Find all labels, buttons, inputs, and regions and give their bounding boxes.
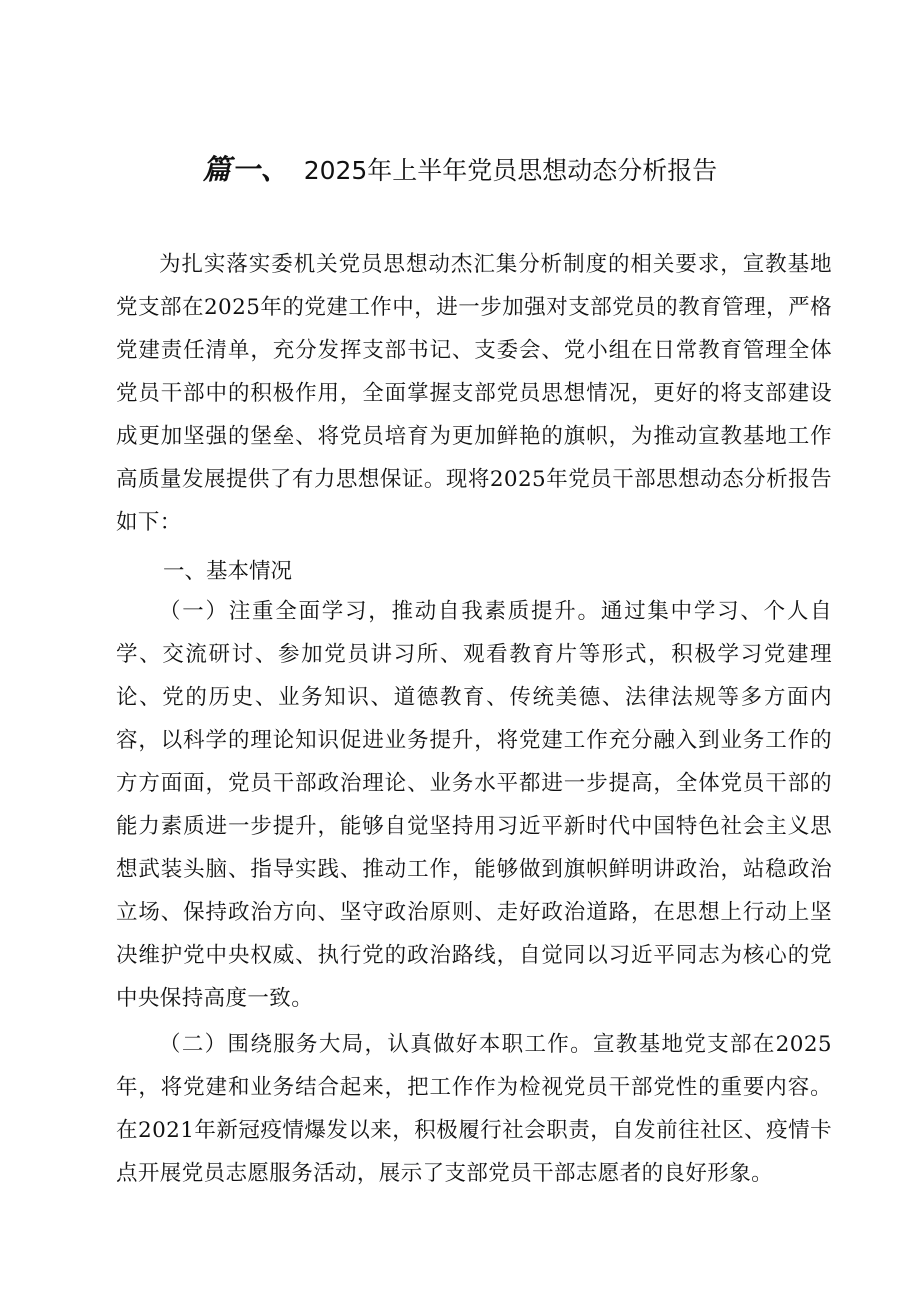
paragraph-study: （一）注重全面学习，推动自我素质提升。通过集中学习、个人自学、交流研讨、参加党员讲习所、观看教育片等形式，积极学习党建理论、党的历史、业务知识、道德教育、传统美德、法律法规等多方面内容，以科学的理论知识促进业务提升，将党建工作充分融入到业务工作的方方面面，党员干部政治理论、业务水平都进一步提高，全体党员干部的能力素质进一步提升，能够自觉坚持用习近平新时代中国特色社会主义思想武装头脑、指导实践、推动工作，能够做到旗帜鲜明讲政治，站稳政治立场、保持政治方向、坚守政治原则、走好政治道路，在思想上行动上坚决维护党中央权威、执行党的政治路线，自觉同以习近平同志为核心的党中央保持高度一致。 bbox=[116, 599, 832, 1011]
title-prefix: 篇一、 bbox=[202, 153, 290, 186]
paragraph-service: （二）围绕服务大局，认真做好本职工作。宣教基地党支部在2025年，将党建和业务结合起来，把工作作为检视党员干部党性的重要内容。在2021年新冠疫情爆发以来，积极履行社会职责，自发前往社区、疫情卡点开展党员志愿服务活动，展示了支部党员干部志愿者的良好形象。 bbox=[116, 1032, 832, 1186]
intro-paragraph: 为扎实落实委机关党员思想动杰汇集分析制度的相关要求，宣教基地党支部在2025年的党建工作中，进一步加强对支部党员的教育管理，严格党建责任清单，充分发挥支部书记、支委会、党小组在日常教育管理全体党员干部中的积极作用，全面掌握支部党员思想情况，更好的将支部建设成更加坚强的堡垒、将党员培育为更加鲜艳的旗帜，为推动宣教基地工作高质量发展提供了有力思想保证。现将2025年党员干部思想动态分析报告如下： bbox=[116, 252, 832, 535]
document-title bbox=[0, 150, 920, 191]
title-main: 2025年上半年党员思想动态分析报告 bbox=[303, 156, 718, 185]
section-heading-basic-situation: 一、基本情况 bbox=[163, 559, 293, 584]
